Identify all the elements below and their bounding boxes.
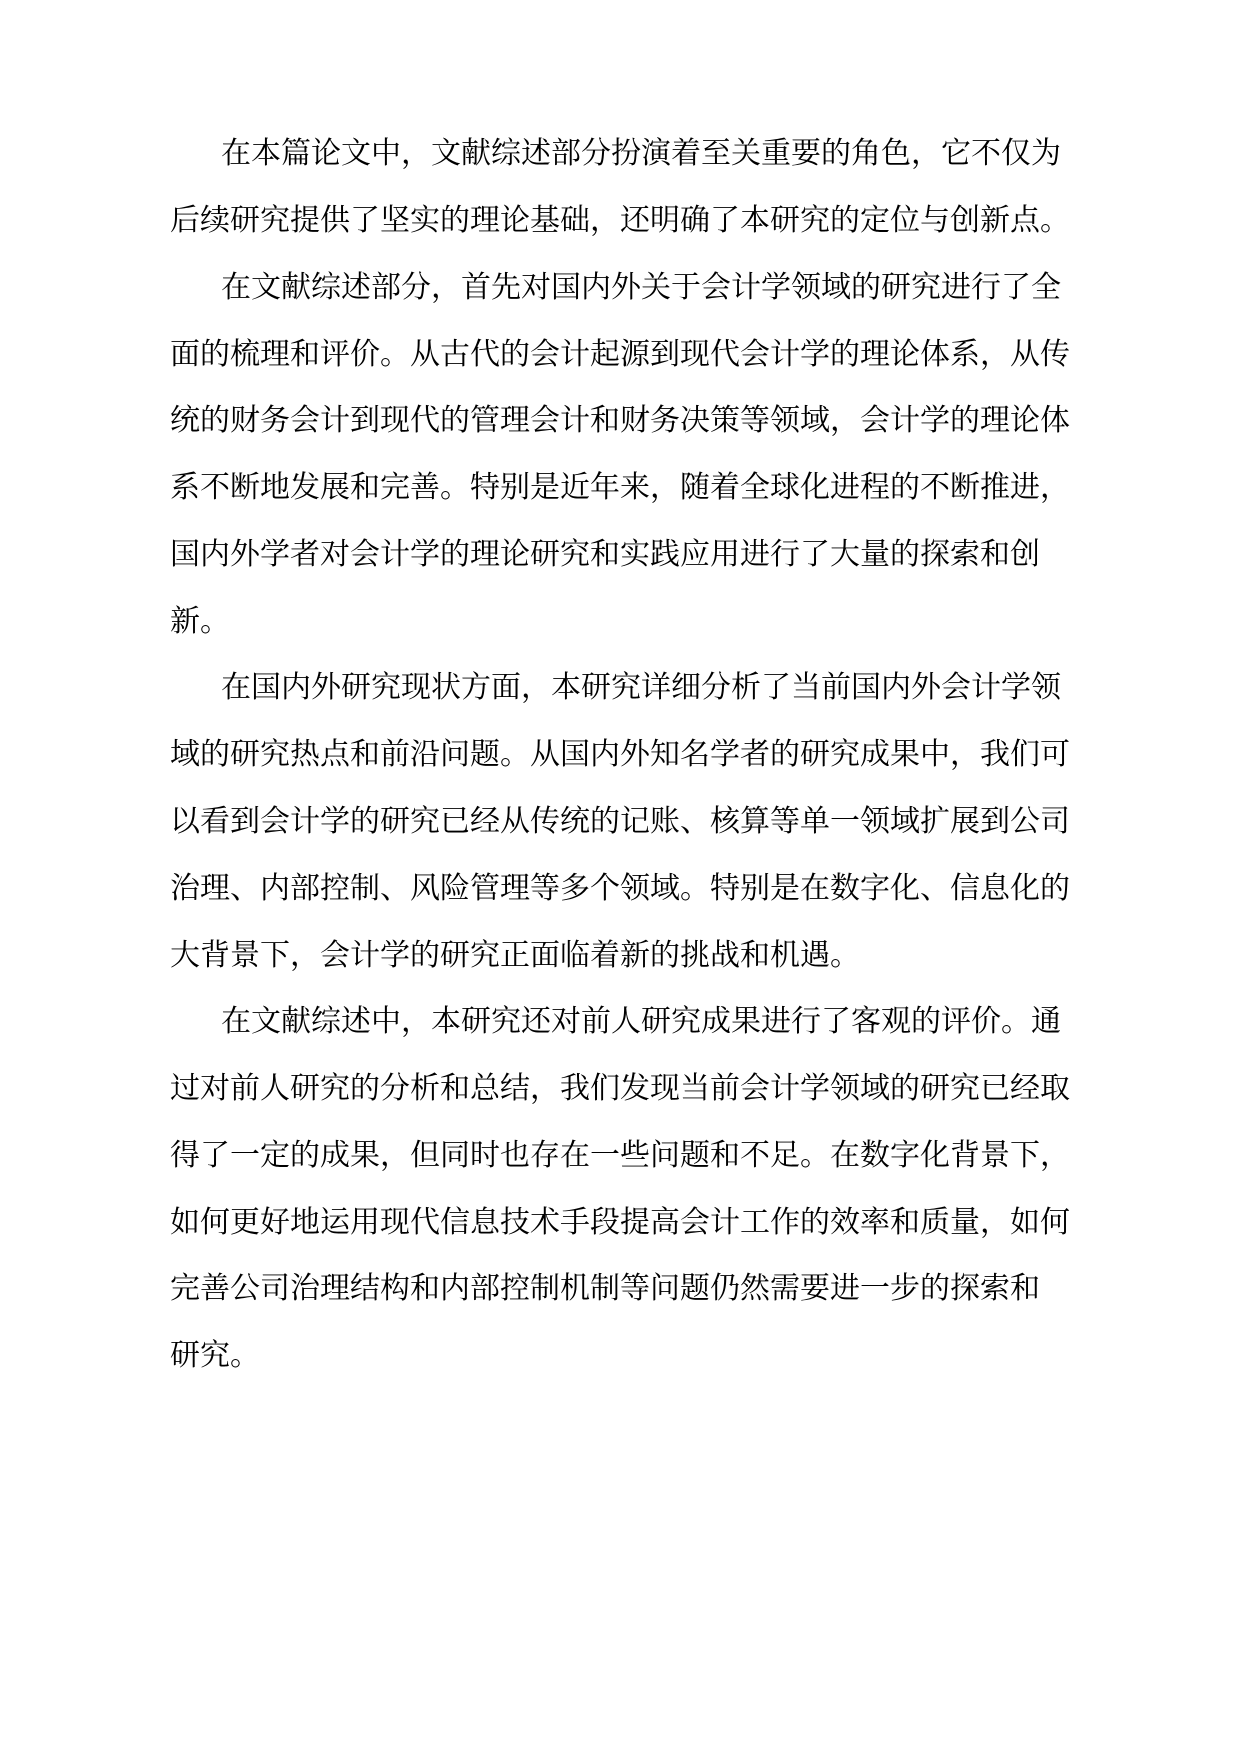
text-line: 如何更好地运用现代信息技术手段提高会计工作的效率和质量，如何 (170, 1205, 1070, 1240)
paragraph-2-line-3 (0, 397, 1241, 445)
paragraph-4-line-4 (0, 1199, 1241, 1247)
text-line: 在国内外研究现状方面，本研究详细分析了当前国内外会计学领 (221, 670, 1061, 705)
paragraph-3-line-5 (0, 932, 1241, 980)
paragraph-4-line-5 (0, 1265, 1241, 1313)
text-line: 以看到会计学的研究已经从传统的记账、核算等单一领域扩展到公司 (170, 804, 1070, 839)
paragraph-2-line-6 (0, 598, 1241, 646)
paragraph-4-line-3 (0, 1132, 1241, 1180)
text-line: 国内外学者对会计学的理论研究和实践应用进行了大量的探索和创 (170, 537, 1040, 572)
text-line: 在文献综述中，本研究还对前人研究成果进行了客观的评价。通 (221, 1004, 1061, 1039)
text-line: 域的研究热点和前沿问题。从国内外知名学者的研究成果中，我们可 (170, 737, 1070, 772)
paragraph-4-line-1 (0, 998, 1241, 1046)
paragraph-3-line-1 (0, 664, 1241, 712)
text-line: 新。 (170, 604, 230, 639)
text-line: 完善公司治理结构和内部控制机制等问题仍然需要进一步的探索和 (170, 1271, 1040, 1306)
paragraph-3-line-2 (0, 731, 1241, 779)
text-line: 治理、内部控制、风险管理等多个领域。特别是在数字化、信息化的 (170, 871, 1070, 906)
text-line: 在文献综述部分，首先对国内外关于会计学领域的研究进行了全 (221, 270, 1061, 305)
paragraph-3-line-3 (0, 798, 1241, 846)
paragraph-2-line-1 (0, 264, 1241, 312)
paragraph-3-line-4 (0, 865, 1241, 913)
text-line: 研究。 (170, 1338, 260, 1373)
text-line: 面的梳理和评价。从古代的会计起源到现代会计学的理论体系，从传 (170, 337, 1070, 372)
text-line: 过对前人研究的分析和总结，我们发现当前会计学领域的研究已经取 (170, 1071, 1070, 1106)
paragraph-4-line-2 (0, 1065, 1241, 1113)
paragraph-1-line-2 (0, 197, 1241, 245)
paragraph-2-line-2 (0, 331, 1241, 379)
text-line: 统的财务会计到现代的管理会计和财务决策等领域，会计学的理论体 (170, 403, 1070, 438)
text-line: 后续研究提供了坚实的理论基础，还明确了本研究的定位与创新点。 (170, 203, 1070, 238)
text-line: 得了一定的成果，但同时也存在一些问题和不足。在数字化背景下， (170, 1138, 1070, 1173)
text-line: 在本篇论文中，文献综述部分扮演着至关重要的角色，它不仅为 (221, 136, 1061, 171)
text-line: 系不断地发展和完善。特别是近年来，随着全球化进程的不断推进， (170, 470, 1070, 505)
text-line: 大背景下，会计学的研究正面临着新的挑战和机遇。 (170, 938, 860, 973)
paragraph-2-line-5 (0, 531, 1241, 579)
paragraph-4-line-6 (0, 1332, 1241, 1380)
paragraph-1-line-1 (0, 130, 1241, 178)
paragraph-2-line-4 (0, 464, 1241, 512)
